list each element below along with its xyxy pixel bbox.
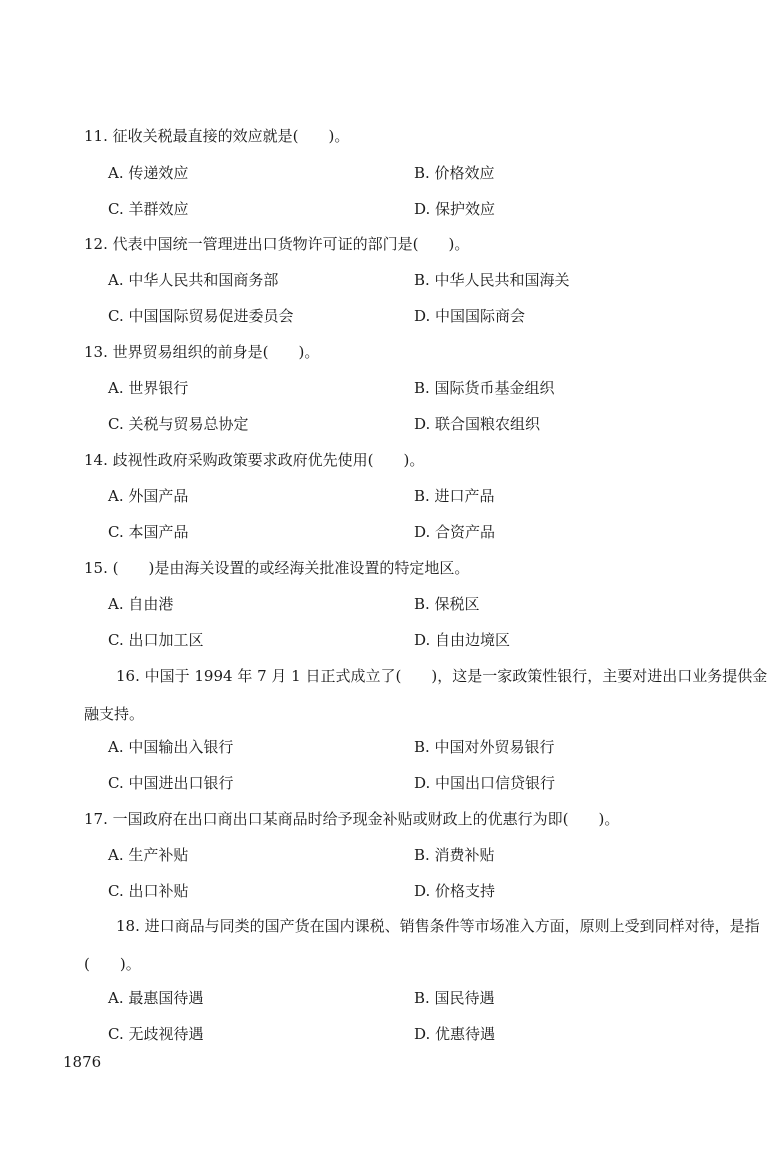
option-13-c: C. 关税与贸易总协定 — [108, 415, 249, 433]
option-11-d: D. 保护效应 — [414, 200, 496, 218]
option-12-b: B. 中华人民共和国海关 — [414, 271, 570, 289]
option-15-c: C. 出口加工区 — [108, 631, 204, 649]
option-14-c: C. 本国产品 — [108, 523, 189, 541]
option-12-c: C. 中国国际贸易促进委员会 — [108, 307, 294, 325]
question-stem: 11. 征收关税最直接的效应就是( )。 — [84, 127, 350, 145]
question-11 — [52, 126, 742, 146]
option-11-b: B. 价格效应 — [414, 164, 495, 182]
option-18-b: B. 国民待遇 — [414, 989, 495, 1007]
option-16-c: C. 中国进出口银行 — [108, 774, 234, 792]
option-12-d: D. 中国国际商会 — [414, 307, 526, 325]
option-15-d: D. 自由边境区 — [414, 631, 511, 649]
question-stem: 13. 世界贸易组织的前身是( )。 — [84, 343, 320, 361]
option-17-b: B. 消费补贴 — [414, 846, 495, 864]
option-13-a: A. 世界银行 — [108, 379, 189, 397]
question-stem: 12. 代表中国统一管理进出口货物许可证的部门是( )。 — [84, 235, 470, 253]
option-18-d: D. 优惠待遇 — [414, 1025, 496, 1043]
option-16-b: B. 中国对外贸易银行 — [414, 738, 555, 756]
option-12-a: A. 中华人民共和国商务部 — [108, 271, 279, 289]
page-number: 1876 — [63, 1053, 102, 1071]
question-18 — [52, 907, 760, 983]
question-stem: 18. 进口商品与同类的国产货在国内课税、销售条件等市场准入方面，原则上受到同样对待，是指( )。 — [84, 917, 760, 973]
option-16-d: D. 中国出口信贷银行 — [414, 774, 556, 792]
question-17 — [52, 809, 742, 829]
option-14-d: D. 合资产品 — [414, 523, 496, 541]
question-13 — [52, 342, 742, 362]
question-stem: 15. ( )是由海关设置的或经海关批准设置的特定地区。 — [84, 559, 470, 577]
option-11-a: A. 传递效应 — [108, 164, 189, 182]
question-stem: 14. 歧视性政府采购政策要求政府优先使用( )。 — [84, 451, 425, 469]
option-17-c: C. 出口补贴 — [108, 882, 189, 900]
question-15 — [52, 558, 742, 578]
option-18-a: A. 最惠国待遇 — [108, 989, 204, 1007]
option-13-d: D. 联合国粮农组织 — [414, 415, 541, 433]
question-14 — [52, 450, 742, 470]
question-12 — [52, 234, 742, 254]
option-17-d: D. 价格支持 — [414, 882, 496, 900]
option-18-c: C. 无歧视待遇 — [108, 1025, 204, 1043]
option-16-a: A. 中国输出入银行 — [108, 738, 234, 756]
option-13-b: B. 国际货币基金组织 — [414, 379, 555, 397]
option-15-b: B. 保税区 — [414, 595, 480, 613]
question-16 — [52, 657, 768, 733]
option-11-c: C. 羊群效应 — [108, 200, 189, 218]
question-stem: 17. 一国政府在出口商出口某商品时给予现金补贴或财政上的优惠行为即( )。 — [84, 810, 620, 828]
option-17-a: A. 生产补贴 — [108, 846, 189, 864]
question-stem: 16. 中国于 1994 年 7 月 1 日正式成立了( )，这是一家政策性银行，主要对进出口业务提供金融支持。 — [84, 667, 768, 723]
option-14-b: B. 进口产品 — [414, 487, 495, 505]
option-14-a: A. 外国产品 — [108, 487, 189, 505]
option-15-a: A. 自由港 — [108, 595, 174, 613]
